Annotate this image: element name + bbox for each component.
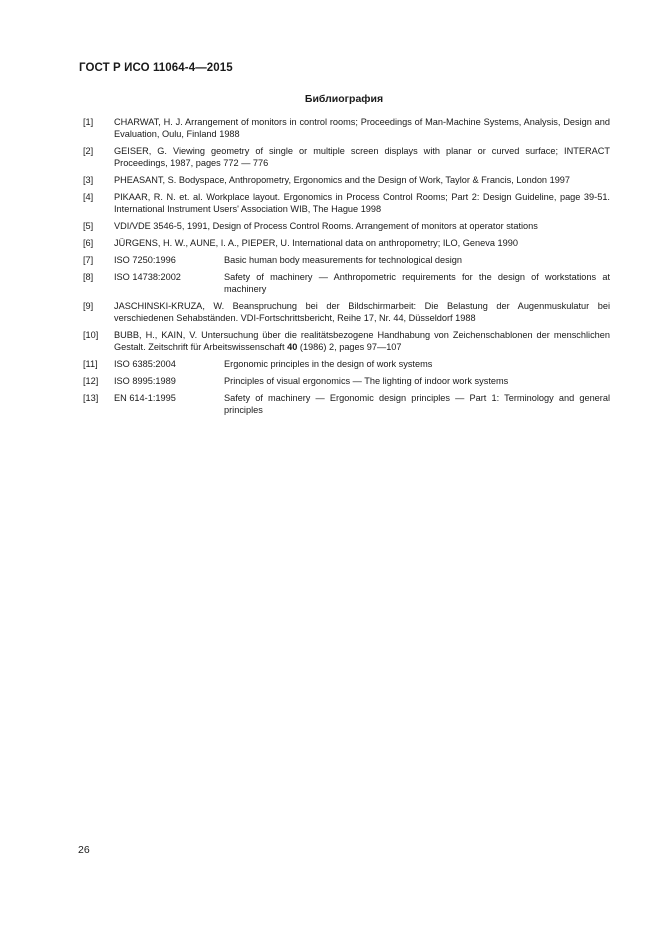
reference-number: [8]	[83, 272, 94, 282]
reference-number: [2]	[83, 146, 94, 156]
reference-text: CHARWAT, H. J. Arrangement of monitors in control rooms; Proceedings of Man-Machine Systems, Analysis, Design and Evaluation, Oulu, Finland 1988	[114, 117, 610, 139]
standard-entry	[83, 254, 610, 266]
standard-entry	[83, 271, 610, 295]
reference-entry	[83, 300, 610, 324]
standard-title: Basic human body measurements for technological design	[224, 255, 462, 265]
page-number: 26	[78, 844, 90, 856]
reference-number: [12]	[83, 376, 99, 386]
section-title: Библиография	[304, 93, 384, 105]
volume-number: 40	[287, 342, 298, 352]
standard-entry	[83, 392, 610, 416]
reference-text: PIKAAR, R. N. et. al. Workplace layout. Ergonomics in Process Control Rooms; Part 2: Design Guideline, page 39-51. International Instrument Users' Association WIB, The Hague 1998	[114, 192, 610, 214]
reference-entry	[83, 174, 610, 186]
reference-entry	[83, 191, 610, 215]
standard-entry	[83, 375, 610, 387]
reference-number: [6]	[83, 238, 94, 248]
reference-number: [1]	[83, 117, 94, 127]
reference-text: JÜRGENS, H. W., AUNE, I. A., PIEPER, U. International data on anthropometry; ILO, Geneva 1990	[114, 238, 518, 248]
reference-entry	[83, 220, 610, 232]
reference-number: [7]	[83, 255, 94, 265]
reference-text: JASCHINSKI-KRUZA, W. Beanspruchung bei der Bildschirmarbeit: Die Belastung der Augenmuskulatur bei verschiedenen Sehabständen. VDI-Fortschrittsbericht, Reihe 17, Nr. 44, Düsseldorf 1988	[114, 301, 610, 323]
standard-code: EN 614-1:1995	[114, 393, 176, 403]
reference-entry	[83, 145, 610, 169]
standard-code: ISO 14738:2002	[114, 272, 181, 282]
reference-number: [4]	[83, 192, 94, 202]
reference-entry	[83, 237, 610, 249]
standard-title: Principles of visual ergonomics — The lighting of indoor work systems	[224, 376, 509, 386]
bibliography-list	[83, 116, 610, 421]
reference-text: GEISER, G. Viewing geometry of single or multiple screen displays with planar or curved surface; INTERACT Proceedings, 1987, pages 772 — 776	[114, 146, 610, 168]
document-header: ГОСТ Р ИСО 11064-4—2015	[79, 62, 233, 74]
standard-entry	[83, 358, 610, 370]
reference-number: [13]	[83, 393, 99, 403]
standard-title: Safety of machinery — Anthropometric requirements for the design of workstations at machinery	[224, 272, 610, 294]
reference-entry	[83, 116, 610, 140]
standard-title: Ergonomic principles in the design of work systems	[224, 359, 433, 369]
standard-code: ISO 6385:2004	[114, 359, 176, 369]
reference-text: PHEASANT, S. Bodyspace, Anthropometry, Ergonomics and the Design of Work, Taylor & Francis, London 1997	[114, 175, 571, 185]
standard-code: ISO 7250:1996	[114, 255, 176, 265]
reference-text-part: (1986) 2, pages 97—107	[297, 342, 402, 352]
standard-title: Safety of machinery — Ergonomic design principles — Part 1: Terminology and general principles	[224, 393, 610, 415]
reference-number: [9]	[83, 301, 94, 311]
reference-number: [11]	[83, 359, 98, 369]
reference-text	[114, 329, 610, 353]
reference-entry	[83, 329, 610, 353]
reference-text: VDI/VDE 3546-5, 1991, Design of Process Control Rooms. Arrangement of monitors at operator stations	[114, 221, 538, 231]
reference-text-part: BUBB, H., KAIN, V. Untersuchung über die realitätsbezogene Handhabung von Zeichenschablonen der menschlichen Gestalt. Zeitschrift für Arbeitswissenschaft	[114, 330, 610, 352]
reference-number: [5]	[83, 221, 94, 231]
standard-code: ISO 8995:1989	[114, 376, 176, 386]
reference-number: [10]	[83, 330, 99, 340]
reference-number: [3]	[83, 175, 94, 185]
